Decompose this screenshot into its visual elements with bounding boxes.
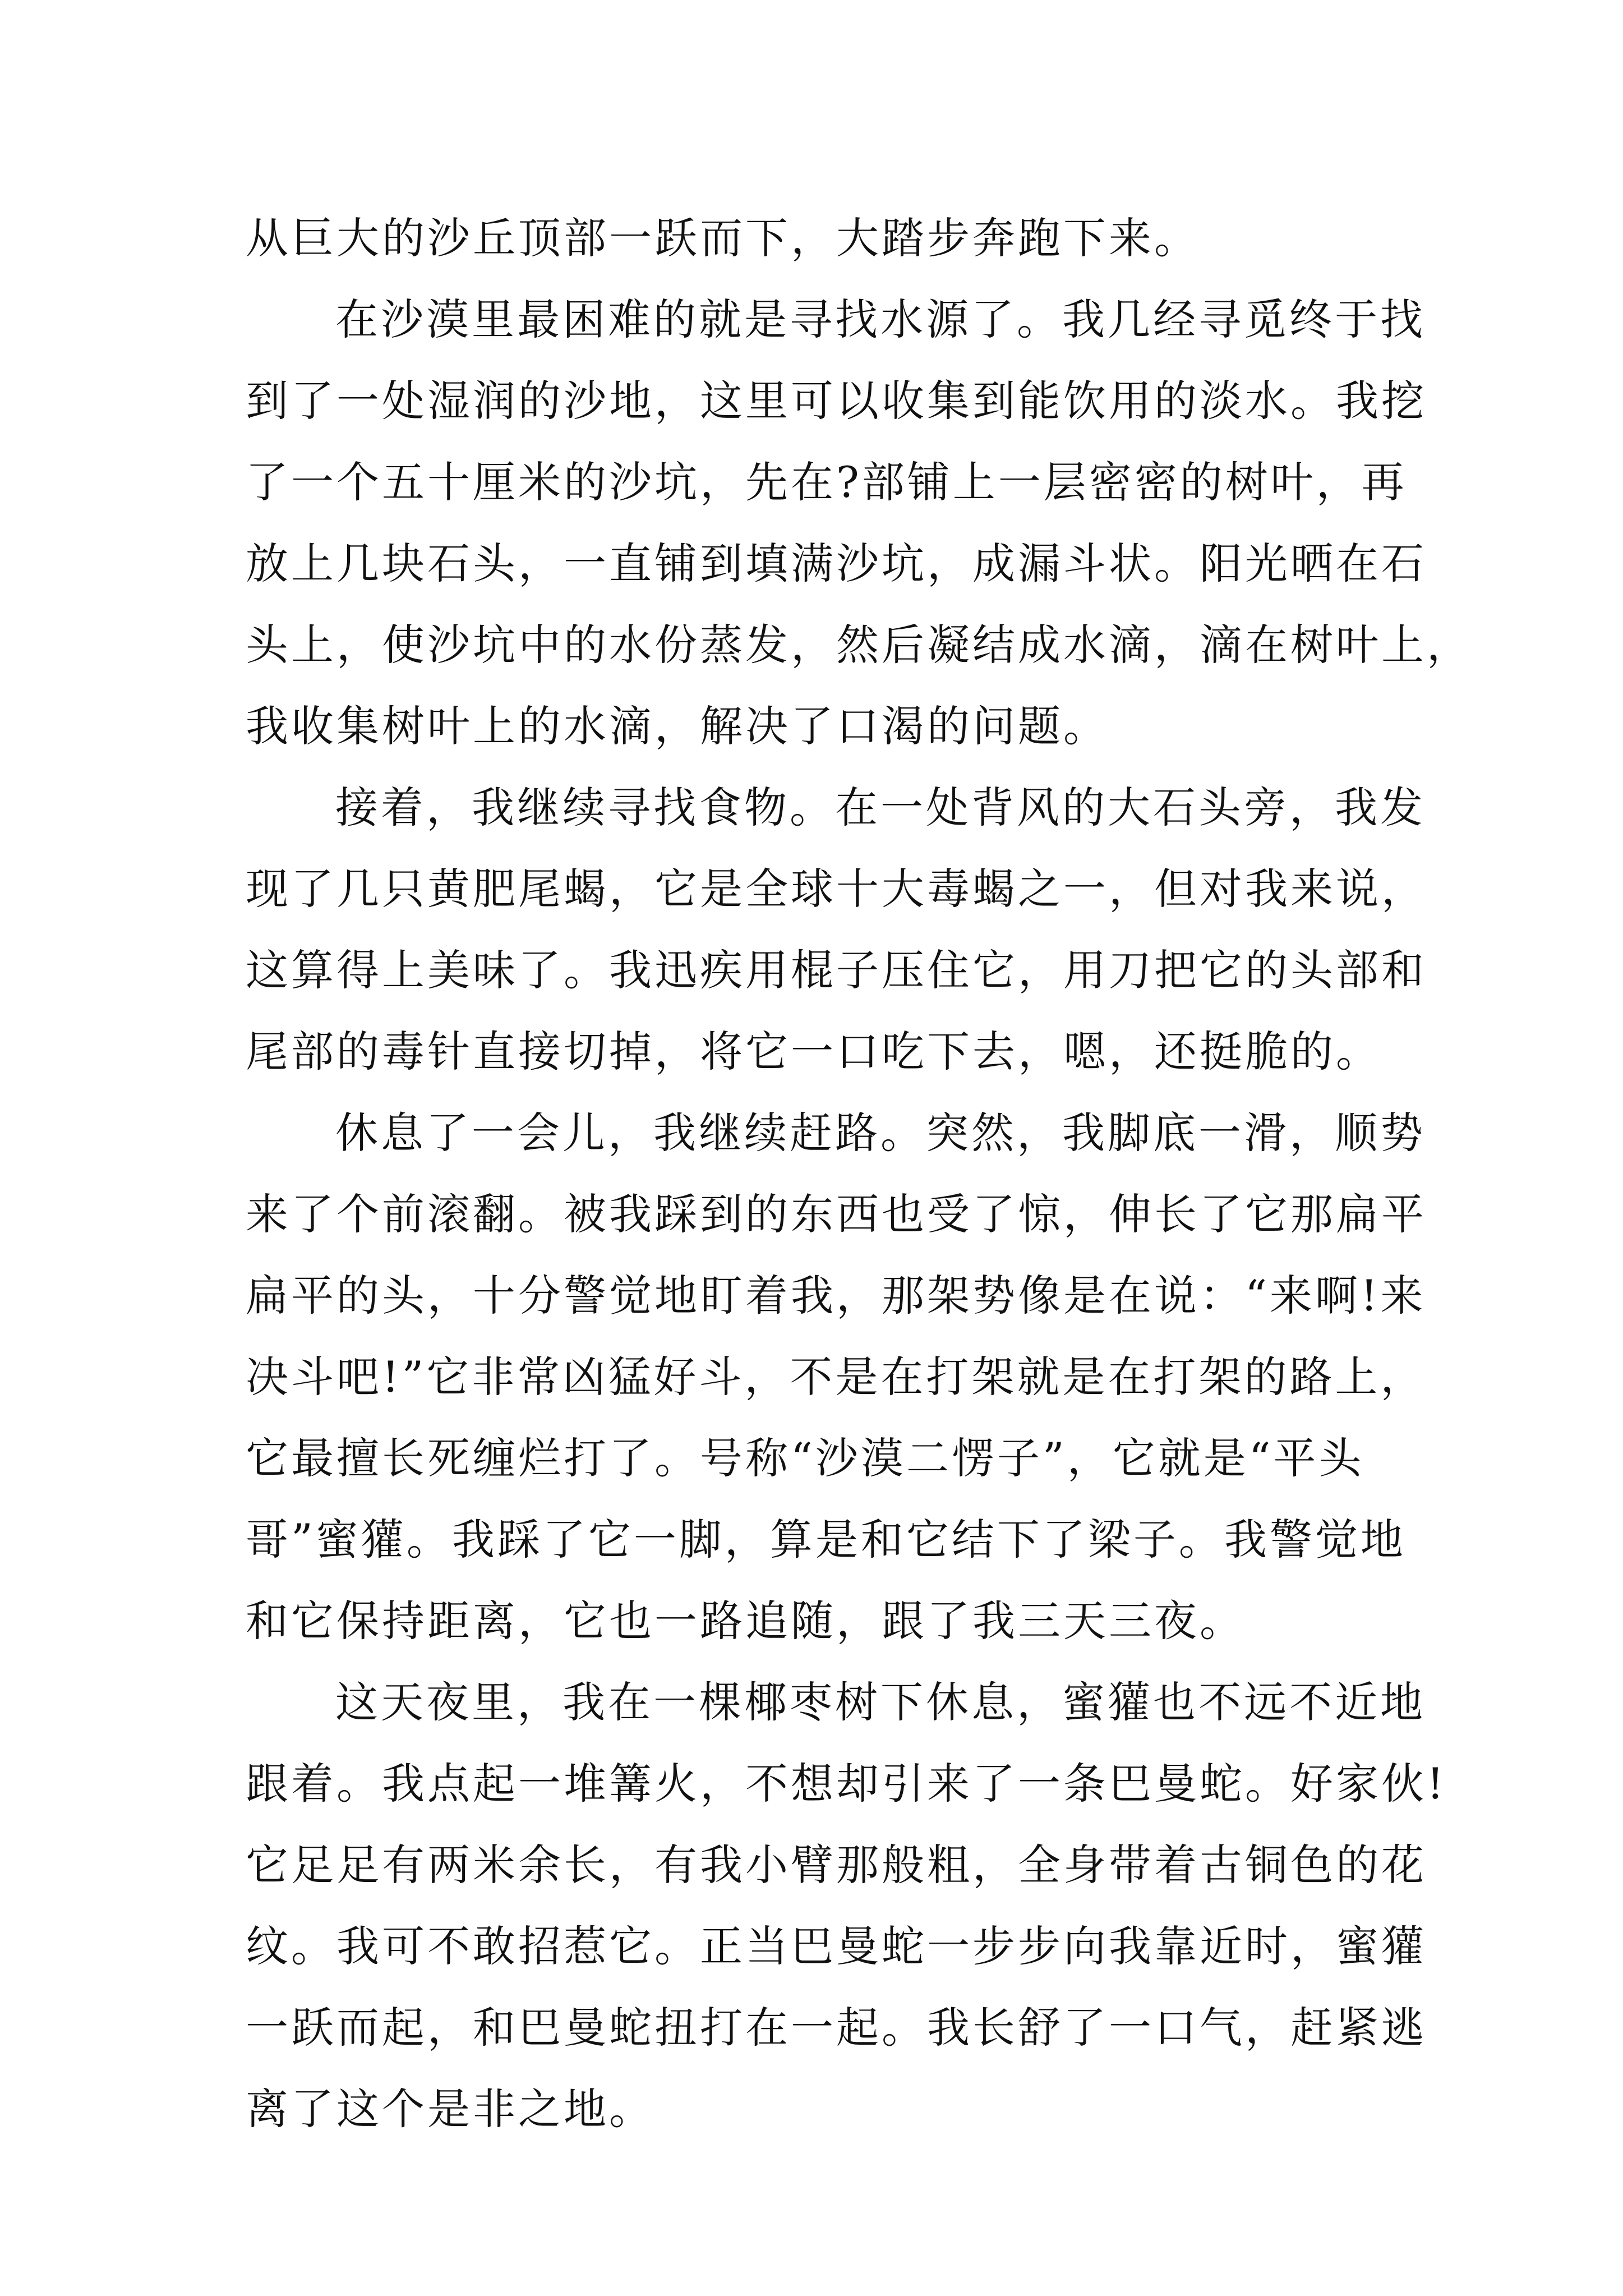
text-line: 来了个前滚翻。被我踩到的东西也受了惊，伸长了它那扁平 [246, 1189, 1427, 1239]
text-line: 休息了一会儿，我继续赶路。突然，我脚底一滑，顺势 [335, 1108, 1426, 1158]
text-line: 到了一处湿润的沙地，这里可以收集到能饮用的淡水。我挖 [246, 376, 1427, 426]
text-line: 这算得上美味了。我迅疾用棍子压住它，用刀把它的头部和 [246, 945, 1427, 995]
paragraph-2 [246, 279, 1472, 767]
text-line: 了一个五十厘米的沙坑，先在?部铺上一层密密的树叶，再 [246, 457, 1407, 507]
text-line: 跟着。我点起一堆篝火，不想却引来了一条巴曼蛇。好家伙! [246, 1759, 1447, 1809]
text-line: 扁平的头，十分警觉地盯着我，那架势像是在说：“来啊!来 [246, 1271, 1426, 1320]
text-line: 在沙漠里最困难的就是寻找水源了。我几经寻觅终于找 [335, 295, 1426, 344]
text-line: 一跃而起，和巴曼蛇扭打在一起。我长舒了一口气，赶紧逃 [246, 2003, 1427, 2053]
text-line: 它最擅长死缠烂打了。号称“沙漠二愣子”，它就是“平头 [246, 1433, 1364, 1483]
paragraph-3 [246, 767, 1427, 1092]
text-line: 哥”蜜獾。我踩了它一脚，算是和它结下了梁子。我警觉地 [246, 1515, 1406, 1565]
text-line: 我收集树叶上的水滴，解决了口渴的问题。 [246, 701, 1109, 751]
paragraph-1 [246, 197, 1390, 279]
text-line: 从巨大的沙丘顶部一跃而下，大踏步奔跑下来。 [246, 213, 1200, 263]
text-line: 现了几只黄肥尾蝎，它是全球十大毒蝎之一，但对我来说， [246, 864, 1427, 914]
text-line: 它足足有两米余长，有我小臂那般粗，全身带着古铜色的花 [246, 1840, 1427, 1890]
paragraph-4 [246, 1092, 1427, 1662]
text-line: 和它保持距离，它也一路追随，跟了我三天三夜。 [246, 1596, 1245, 1646]
text-line: 这天夜里，我在一棵椰枣树下休息，蜜獾也不远不近地 [335, 1677, 1426, 1727]
text-line: 尾部的毒针直接切掉，将它一口吃下去，嗯，还挺脆的。 [246, 1027, 1381, 1076]
text-line: 头上，使沙坑中的水份蒸发，然后凝结成水滴，滴在树叶上， [246, 620, 1472, 670]
text-line: 决斗吧!”它非常凶猛好斗，不是在打架就是在打架的路上， [246, 1352, 1426, 1402]
text-line: 接着，我继续寻找食物。在一处背风的大石头旁，我发 [335, 783, 1426, 832]
text-line: 离了这个是非之地。 [246, 2084, 654, 2134]
text-line: 放上几块石头，一直铺到填满沙坑，成漏斗状。阳光晒在石 [246, 539, 1427, 588]
document-body [246, 197, 1472, 2150]
text-line: 纹。我可不敢招惹它。正当巴曼蛇一步步向我靠近时，蜜獾 [246, 1921, 1427, 1971]
paragraph-5 [246, 1662, 1447, 2150]
